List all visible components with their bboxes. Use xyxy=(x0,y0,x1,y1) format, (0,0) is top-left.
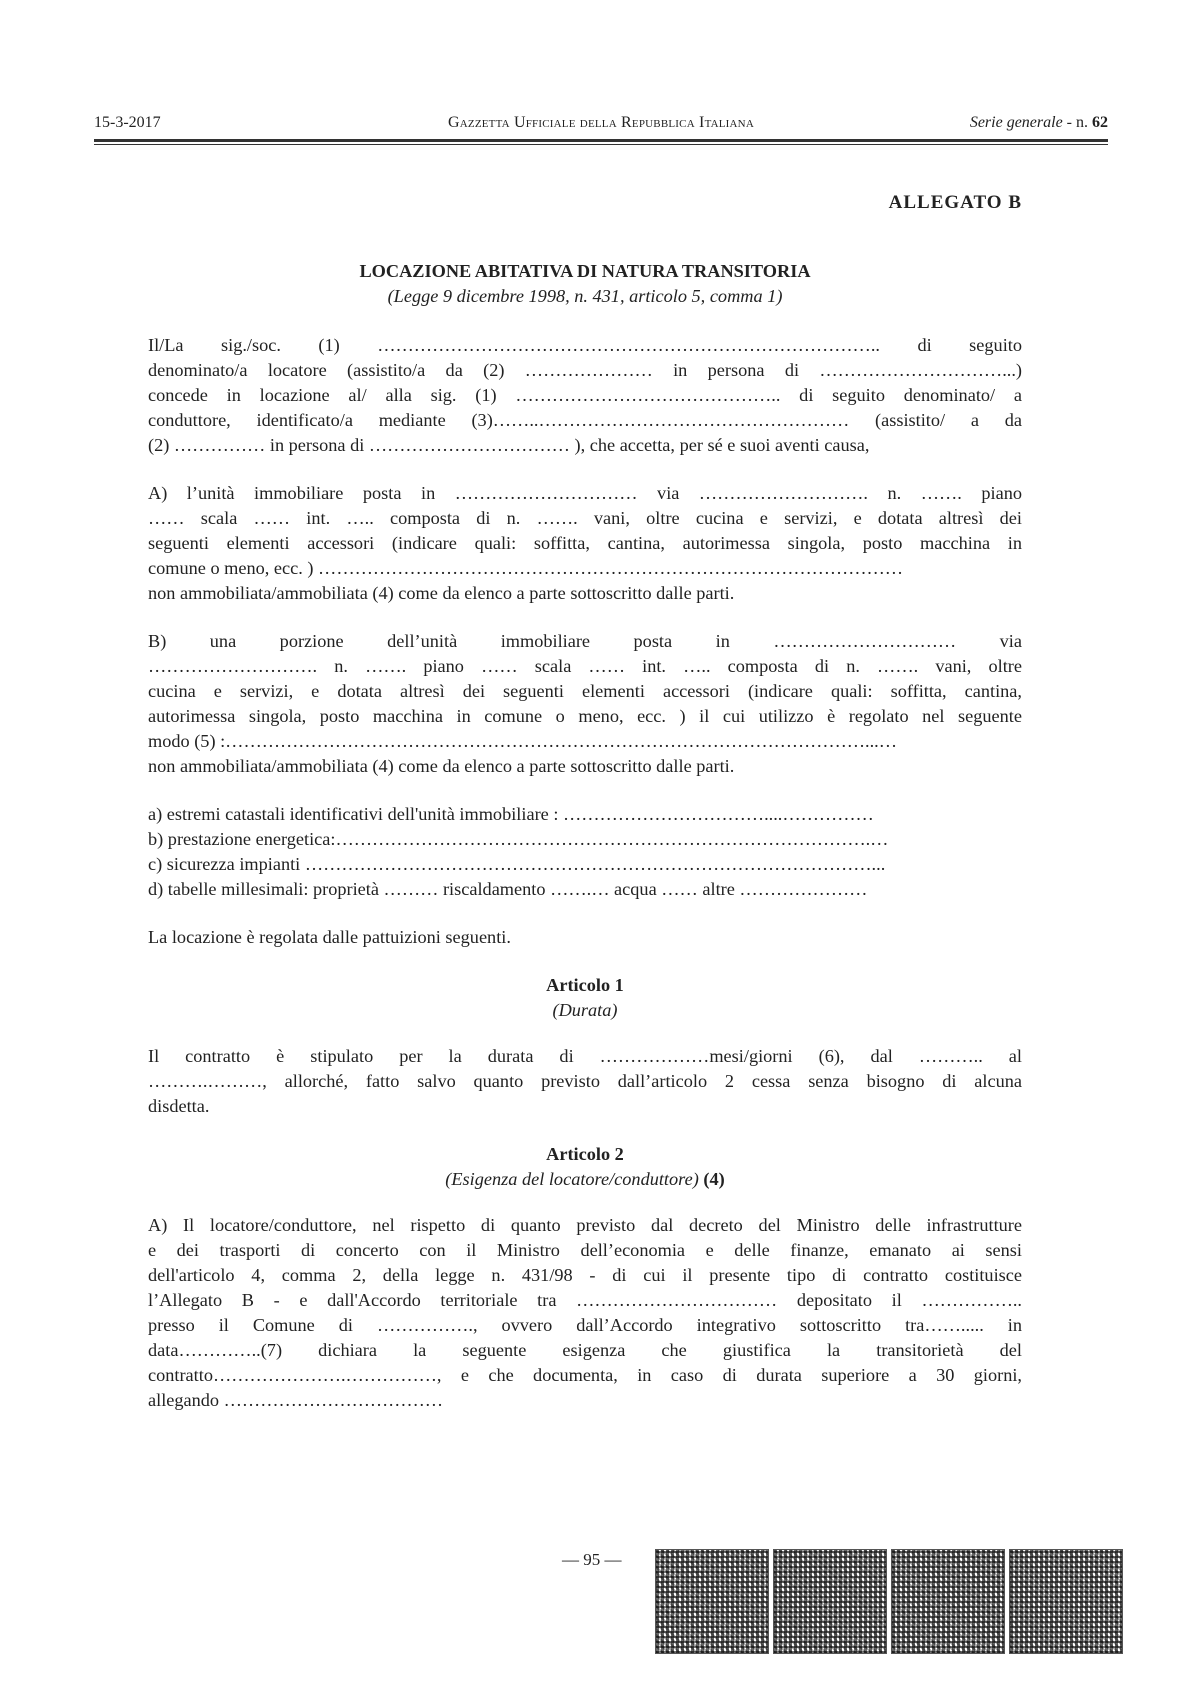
article-1-title: Articolo 1 xyxy=(546,975,624,995)
section-a-line: …… scala …… int. ….. composta di n. ……. vani, oltre cucina e servizi, e dotata altresì dei xyxy=(148,508,1022,528)
barcode-image-3 xyxy=(891,1549,1005,1654)
section-a-line: non ammobiliata/ammobiliata (4) come da elenco a parte sottoscritto dalle parti. xyxy=(148,583,735,603)
section-b-line: autorimessa singola, posto macchina in comune o meno, ecc. ) il cui utilizzo è regolato nel seguente xyxy=(148,706,1022,726)
intro-paragraph xyxy=(148,333,1022,458)
article-1-body xyxy=(148,1044,1022,1119)
page-number: — 95 — xyxy=(562,1550,622,1569)
article-2-title: Articolo 2 xyxy=(546,1144,624,1164)
intro-line: concede in locazione al/ alla sig. (1) …………………………………….. di seguito denominato/ a xyxy=(148,385,1022,405)
header-series xyxy=(970,114,1108,132)
property-details-list xyxy=(148,802,1022,902)
list-item: c) sicurezza impianti …………………………………………………………………………………... xyxy=(148,854,886,874)
series-label: Serie generale xyxy=(969,114,1063,131)
regolata-text: La locazione è regolata dalle pattuizioni seguenti. xyxy=(148,927,511,947)
barcode-image-4 xyxy=(1009,1549,1123,1654)
barcode-image-2 xyxy=(773,1549,887,1654)
article-2-subtitle: (Esigenza del locatore/conduttore) xyxy=(445,1169,699,1189)
section-b-line: cucina e servizi, e dotata altresì dei seguenti elementi accessori (indicare quali: soffitta, cantina, xyxy=(148,681,1022,701)
header-date: 15-3-2017 xyxy=(94,114,161,131)
section-b-line: ………………………. n. ……. piano …… scala …… int. ….. composta di n. ……. vani, oltre xyxy=(148,656,1022,676)
article-1-line: Il contratto è stipulato per la durata di ………………mesi/giorni (6), dal ……….. al xyxy=(148,1046,1022,1066)
section-b xyxy=(148,629,1022,779)
article-2-subtitle-ref: (4) xyxy=(703,1169,725,1189)
article-2-line: allegando ……………………………… xyxy=(148,1390,444,1410)
header-rule xyxy=(94,139,1108,145)
article-2-line: presso il Comune di ……………., ovvero dall’Accordo integrativo sottoscritto tra……..... in xyxy=(148,1315,1022,1335)
allegato-label: ALLEGATO B xyxy=(888,192,1022,213)
intro-line: conduttore, identificato/a mediante (3)……..…………………………………………… (assistito/ a da xyxy=(148,410,1022,430)
barcode-image-1 xyxy=(655,1549,769,1654)
intro-line: Il/La sig./soc. (1) ……………………………………………………………………….. di seguito xyxy=(148,335,1022,355)
section-a xyxy=(148,481,1022,606)
header-title: Gazzetta Ufficiale della Repubblica Italiana xyxy=(448,114,754,131)
article-2-line: dell'articolo 4, comma 2, della legge n. 431/98 - di cui il presente tipo di contratto costituisce xyxy=(148,1265,1022,1285)
article-2-line: A) Il locatore/conduttore, nel rispetto di quanto previsto dal decreto del Ministro delle infrastrutture xyxy=(148,1215,1022,1235)
section-b-line: modo (5) :……………………………………………………………………………………………...… xyxy=(148,731,898,751)
series-number: 62 xyxy=(1092,114,1108,131)
section-b-line: B) una porzione dell’unità immobiliare posta in ………………………… via xyxy=(148,631,1022,651)
article-2-line: data…………..(7) dichiara la seguente esigenza che giustifica la transitorietà del xyxy=(148,1340,1022,1360)
article-2-subtitle-wrap xyxy=(148,1167,1022,1192)
section-a-line: seguenti elementi accessori (indicare quali: soffitta, cantina, autorimessa singola, posto macchina in xyxy=(148,533,1022,553)
document-body xyxy=(148,190,1022,1413)
article-1-line: disdetta. xyxy=(148,1096,210,1116)
article-2-body xyxy=(148,1213,1022,1413)
list-item: b) prestazione energetica:…………………………………………………………………………….… xyxy=(148,829,889,849)
article-2-line: e dei trasporti di concerto con il Ministro dell’economia e delle finanze, emanato ai sensi xyxy=(148,1240,1022,1260)
section-b-line: non ammobiliata/ammobiliata (4) come da elenco a parte sottoscritto dalle parti. xyxy=(148,756,735,776)
document-subtitle: (Legge 9 dicembre 1998, n. 431, articolo 5, comma 1) xyxy=(387,286,783,306)
section-a-line: comune o meno, ecc. ) …………………………………………………………………………………… xyxy=(148,558,904,578)
intro-line: (2) …………… in persona di …………………………… ), che accetta, per sé e suoi aventi causa, xyxy=(148,435,870,455)
list-item: a) estremi catastali identificativi dell'unità immobiliare : ……………………………....…………… xyxy=(148,804,874,824)
page-header xyxy=(94,114,1108,138)
section-a-line: A) l’unità immobiliare posta in ………………………… via ………………………. n. ……. piano xyxy=(148,483,1022,503)
article-2-line: contratto………………….……………, e che documenta, in caso di durata superiore a 30 giorni, xyxy=(148,1365,1022,1385)
series-sep: - n. xyxy=(1062,114,1092,131)
article-1-line: ……….………, allorché, fatto salvo quanto previsto dall’articolo 2 cessa senza bisogno di alcuna xyxy=(148,1071,1022,1091)
article-2-line: l’Allegato B - e dall'Accordo territoriale tra …………………………… depositato il …………….. xyxy=(148,1290,1022,1310)
document-title: LOCAZIONE ABITATIVA DI NATURA TRANSITORIA xyxy=(359,261,811,281)
article-1-subtitle: (Durata) xyxy=(552,1000,618,1020)
intro-line: denominato/a locatore (assistito/a da (2) ………………… in persona di …………………………...) xyxy=(148,360,1022,380)
list-item: d) tabelle millesimali: proprietà ……… riscaldamento …….… acqua …… altre ………………… xyxy=(148,879,868,899)
